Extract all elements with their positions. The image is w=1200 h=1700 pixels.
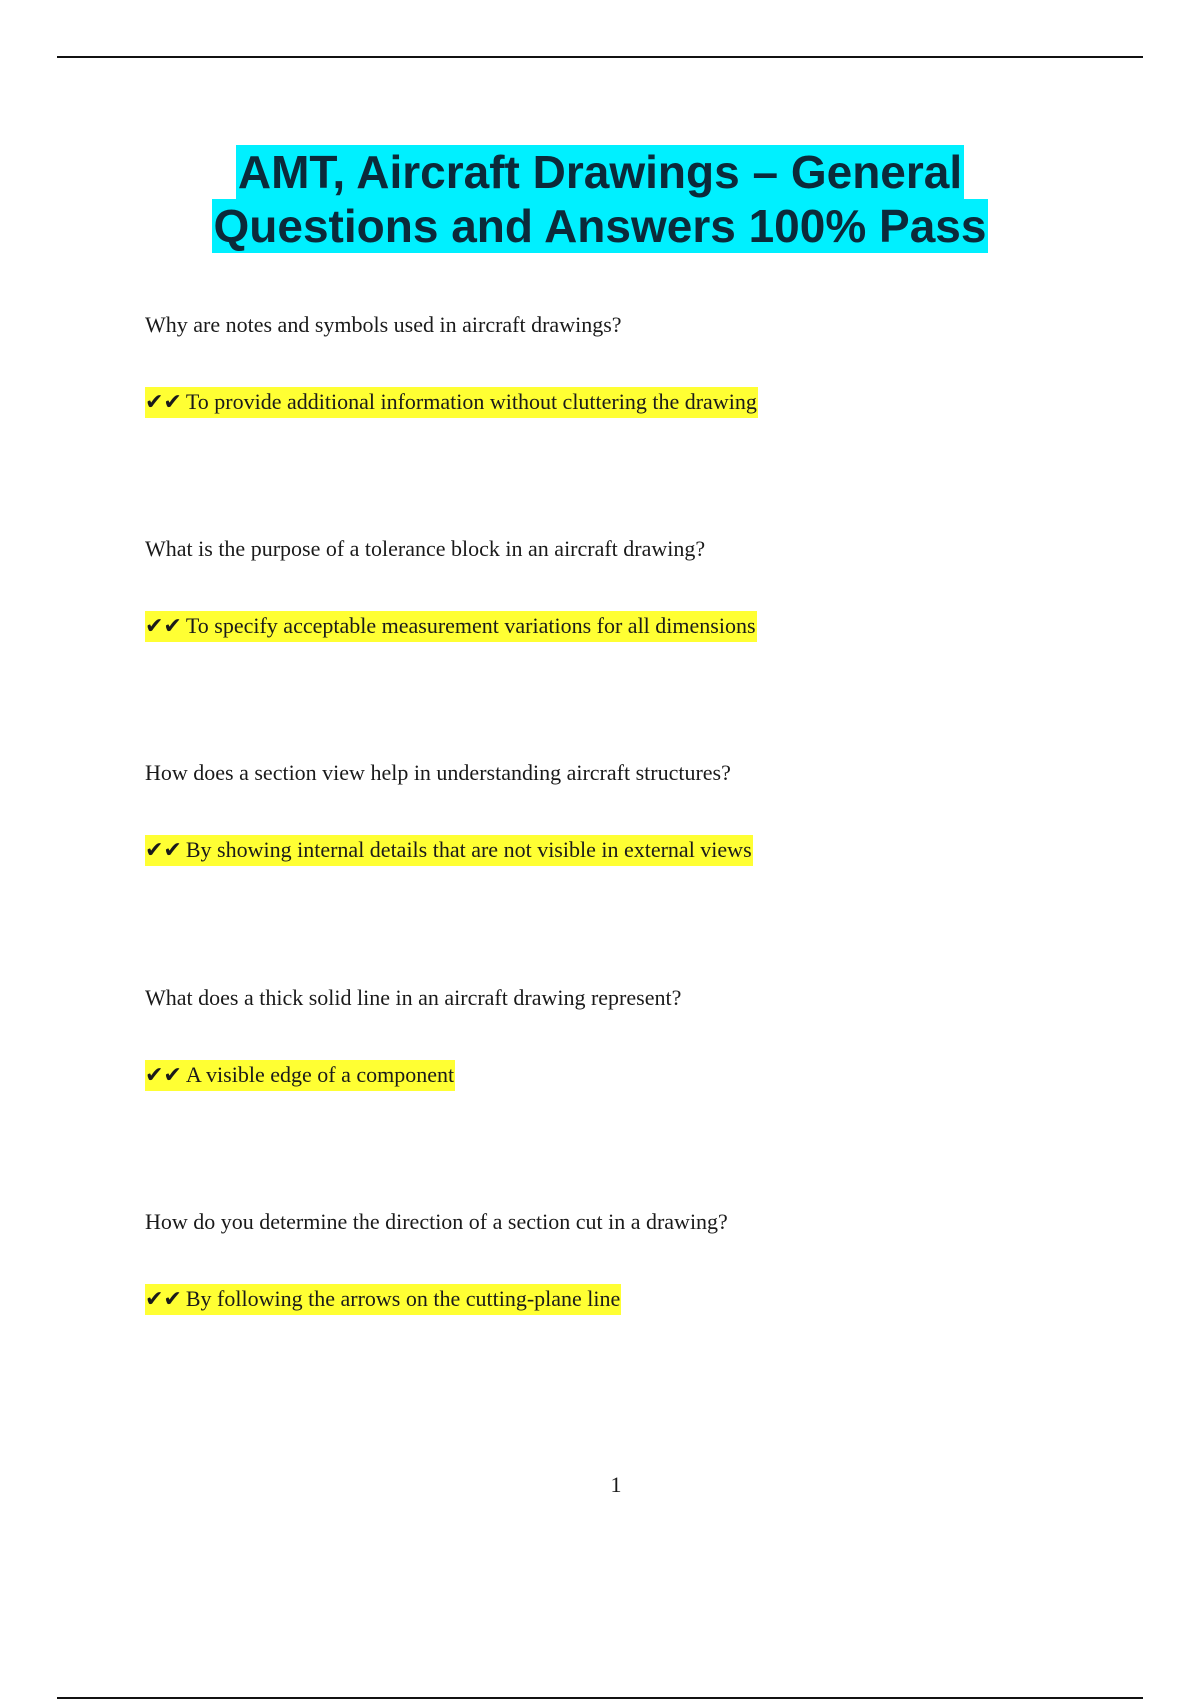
qa-item	[145, 311, 1145, 415]
question-text: Why are notes and symbols used in aircraft drawings?	[145, 312, 622, 337]
page-number: 1	[610, 1472, 622, 1497]
double-check-icon: ✔✔	[145, 1063, 182, 1088]
qa-item	[145, 535, 1145, 639]
qa-item	[145, 984, 1145, 1088]
double-check-icon: ✔✔	[145, 614, 182, 639]
answer-highlight	[145, 1060, 455, 1091]
answer-text: A visible edge of a component	[185, 1062, 455, 1087]
answer-highlight	[145, 387, 758, 418]
answer-text: To provide additional information without cluttering the drawing	[185, 389, 757, 414]
answer-text: By following the arrows on the cutting-plane line	[185, 1286, 621, 1311]
answer-text: By showing internal details that are not visible in external views	[185, 837, 752, 862]
qa-item	[145, 1208, 1145, 1312]
answer-highlight	[145, 835, 753, 866]
question-text: How does a section view help in understanding aircraft structures?	[145, 760, 731, 785]
answer-highlight	[145, 1284, 621, 1315]
answer-text: To specify acceptable measurement variations for all dimensions	[185, 613, 756, 638]
top-rule	[57, 56, 1143, 58]
double-check-icon: ✔✔	[145, 838, 182, 863]
answer-highlight	[145, 611, 757, 642]
question-text: What is the purpose of a tolerance block in an aircraft drawing?	[145, 536, 706, 561]
document-title	[0, 145, 1200, 253]
double-check-icon: ✔✔	[145, 1287, 182, 1312]
double-check-icon: ✔✔	[145, 390, 182, 415]
title-line-2: Questions and Answers 100% Pass	[213, 200, 987, 252]
question-text: What does a thick solid line in an aircraft drawing represent?	[145, 985, 682, 1010]
bottom-rule	[57, 1697, 1143, 1699]
title-line-1: AMT, Aircraft Drawings – General	[237, 146, 963, 198]
qa-item	[145, 759, 1145, 863]
question-text: How do you determine the direction of a section cut in a drawing?	[145, 1209, 728, 1234]
